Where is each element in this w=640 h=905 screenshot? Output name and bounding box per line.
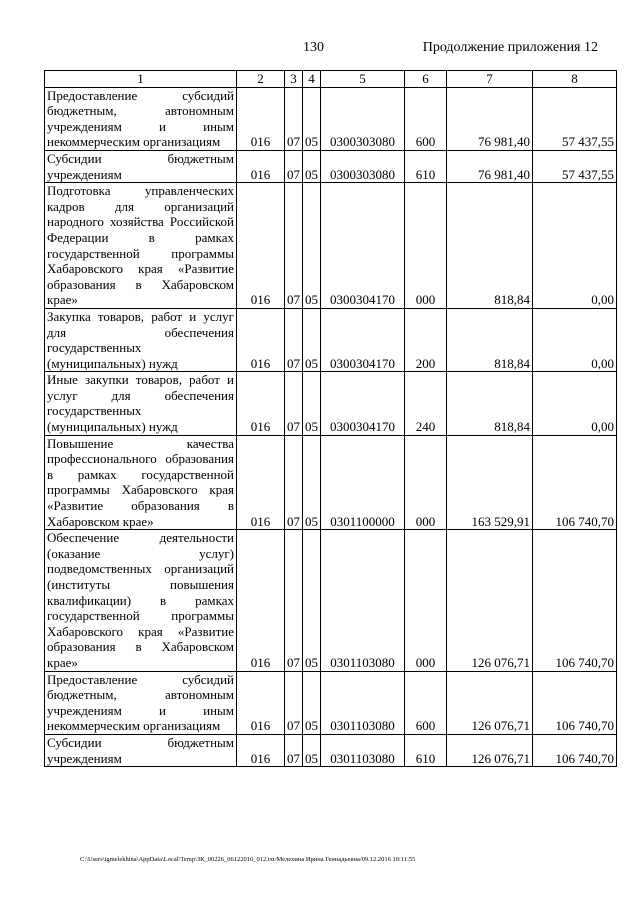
cell-subsection: 05 [303,530,321,671]
cell-ministry-code: 016 [237,734,285,766]
cell-expense-type: 610 [405,150,447,182]
cell-amount-col7: 126 076,71 [447,530,533,671]
row-description: Субсидии бюджетным учреждениям [45,734,237,766]
table-header-row [45,71,617,88]
table-row [45,183,617,309]
cell-section: 07 [285,734,303,766]
cell-section: 07 [285,308,303,371]
budget-table [44,70,617,767]
cell-ministry-code: 016 [237,183,285,309]
cell-amount-col8: 106 740,70 [533,734,617,766]
column-header: 6 [405,71,447,88]
column-header: 4 [303,71,321,88]
cell-amount-col7: 126 076,71 [447,671,533,734]
column-header: 3 [285,71,303,88]
cell-amount-col7: 818,84 [447,308,533,371]
cell-amount-col8: 106 740,70 [533,435,617,530]
column-header: 1 [45,71,237,88]
cell-amount-col8: 106 740,70 [533,530,617,671]
cell-section: 07 [285,530,303,671]
cell-ministry-code: 016 [237,671,285,734]
cell-subsection: 05 [303,308,321,371]
cell-subsection: 05 [303,435,321,530]
cell-target-article: 0300303080 [321,150,405,182]
cell-expense-type: 000 [405,183,447,309]
cell-target-article: 0301100000 [321,435,405,530]
table-row [45,150,617,182]
cell-amount-col7: 163 529,91 [447,435,533,530]
cell-section: 07 [285,150,303,182]
appendix-continuation-note: Продолжение приложения 12 [422,40,598,55]
cell-ministry-code: 016 [237,372,285,435]
cell-section: 07 [285,87,303,150]
cell-ministry-code: 016 [237,435,285,530]
cell-ministry-code: 016 [237,308,285,371]
cell-ministry-code: 016 [237,87,285,150]
table-row [45,308,617,371]
cell-target-article: 0300304170 [321,308,405,371]
cell-amount-col7: 818,84 [447,183,533,309]
cell-subsection: 05 [303,87,321,150]
cell-expense-type: 240 [405,372,447,435]
cell-section: 07 [285,435,303,530]
cell-amount-col8: 57 437,55 [533,150,617,182]
cell-subsection: 05 [303,150,321,182]
cell-target-article: 0300304170 [321,183,405,309]
cell-amount-col7: 76 981,40 [447,87,533,150]
table-row [45,87,617,150]
cell-target-article: 0301103080 [321,530,405,671]
cell-expense-type: 610 [405,734,447,766]
cell-section: 07 [285,372,303,435]
column-header: 7 [447,71,533,88]
table-row [45,435,617,530]
cell-section: 07 [285,671,303,734]
cell-subsection: 05 [303,183,321,309]
cell-target-article: 0300304170 [321,372,405,435]
row-description: Подготовка управленческих кадров для организаций народного хозяйства Российской Федерации в рамках государственной программы Хабаровского края «Развитие образования в Хабаровском крае» [45,183,237,309]
cell-amount-col8: 106 740,70 [533,671,617,734]
table-row [45,372,617,435]
cell-amount-col7: 818,84 [447,372,533,435]
table-row [45,671,617,734]
cell-expense-type: 000 [405,435,447,530]
cell-amount-col8: 0,00 [533,308,617,371]
cell-ministry-code: 016 [237,150,285,182]
cell-amount-col7: 126 076,71 [447,734,533,766]
cell-expense-type: 600 [405,87,447,150]
row-description: Повышение качества профессионального образования в рамках государственной программы Хабаровского края «Развитие образования в Хабаровском крае» [45,435,237,530]
cell-expense-type: 600 [405,671,447,734]
row-description: Иные закупки товаров, работ и услуг для обеспечения государственных (муниципальных) нужд [45,372,237,435]
cell-expense-type: 000 [405,530,447,671]
column-header: 5 [321,71,405,88]
table-row [45,530,617,671]
row-description: Предоставление субсидий бюджетным, автономным учреждениям и иным некоммерческим организациям [45,87,237,150]
cell-amount-col7: 76 981,40 [447,150,533,182]
cell-subsection: 05 [303,734,321,766]
cell-amount-col8: 0,00 [533,183,617,309]
row-description: Предоставление субсидий бюджетным, автономным учреждениям и иным некоммерческим организациям [45,671,237,734]
cell-subsection: 05 [303,372,321,435]
file-path-footer: C:\Users\igmelekhina\AppData\Local\Temp\ЗК_00226_06122016_012.txt/Мелехина Ирина Геннадьевна/09.12.2016 10:11:55 [80,856,416,863]
cell-subsection: 05 [303,671,321,734]
cell-target-article: 0300303080 [321,87,405,150]
column-header: 2 [237,71,285,88]
row-description: Закупка товаров, работ и услуг для обеспечения государственных (муниципальных) нужд [45,308,237,371]
table-row [45,734,617,766]
cell-target-article: 0301103080 [321,734,405,766]
cell-section: 07 [285,183,303,309]
row-description: Обеспечение деятельности (оказание услуг) подведомственных организаций (институты повышения квалификации) в рамках государственной программы Хабаровского края «Развитие образования в Хабаровском крае» [45,530,237,671]
row-description: Субсидии бюджетным учреждениям [45,150,237,182]
cell-ministry-code: 016 [237,530,285,671]
column-header: 8 [533,71,617,88]
cell-amount-col8: 57 437,55 [533,87,617,150]
cell-target-article: 0301103080 [321,671,405,734]
cell-expense-type: 200 [405,308,447,371]
page-number: 130 [303,40,324,55]
cell-amount-col8: 0,00 [533,372,617,435]
